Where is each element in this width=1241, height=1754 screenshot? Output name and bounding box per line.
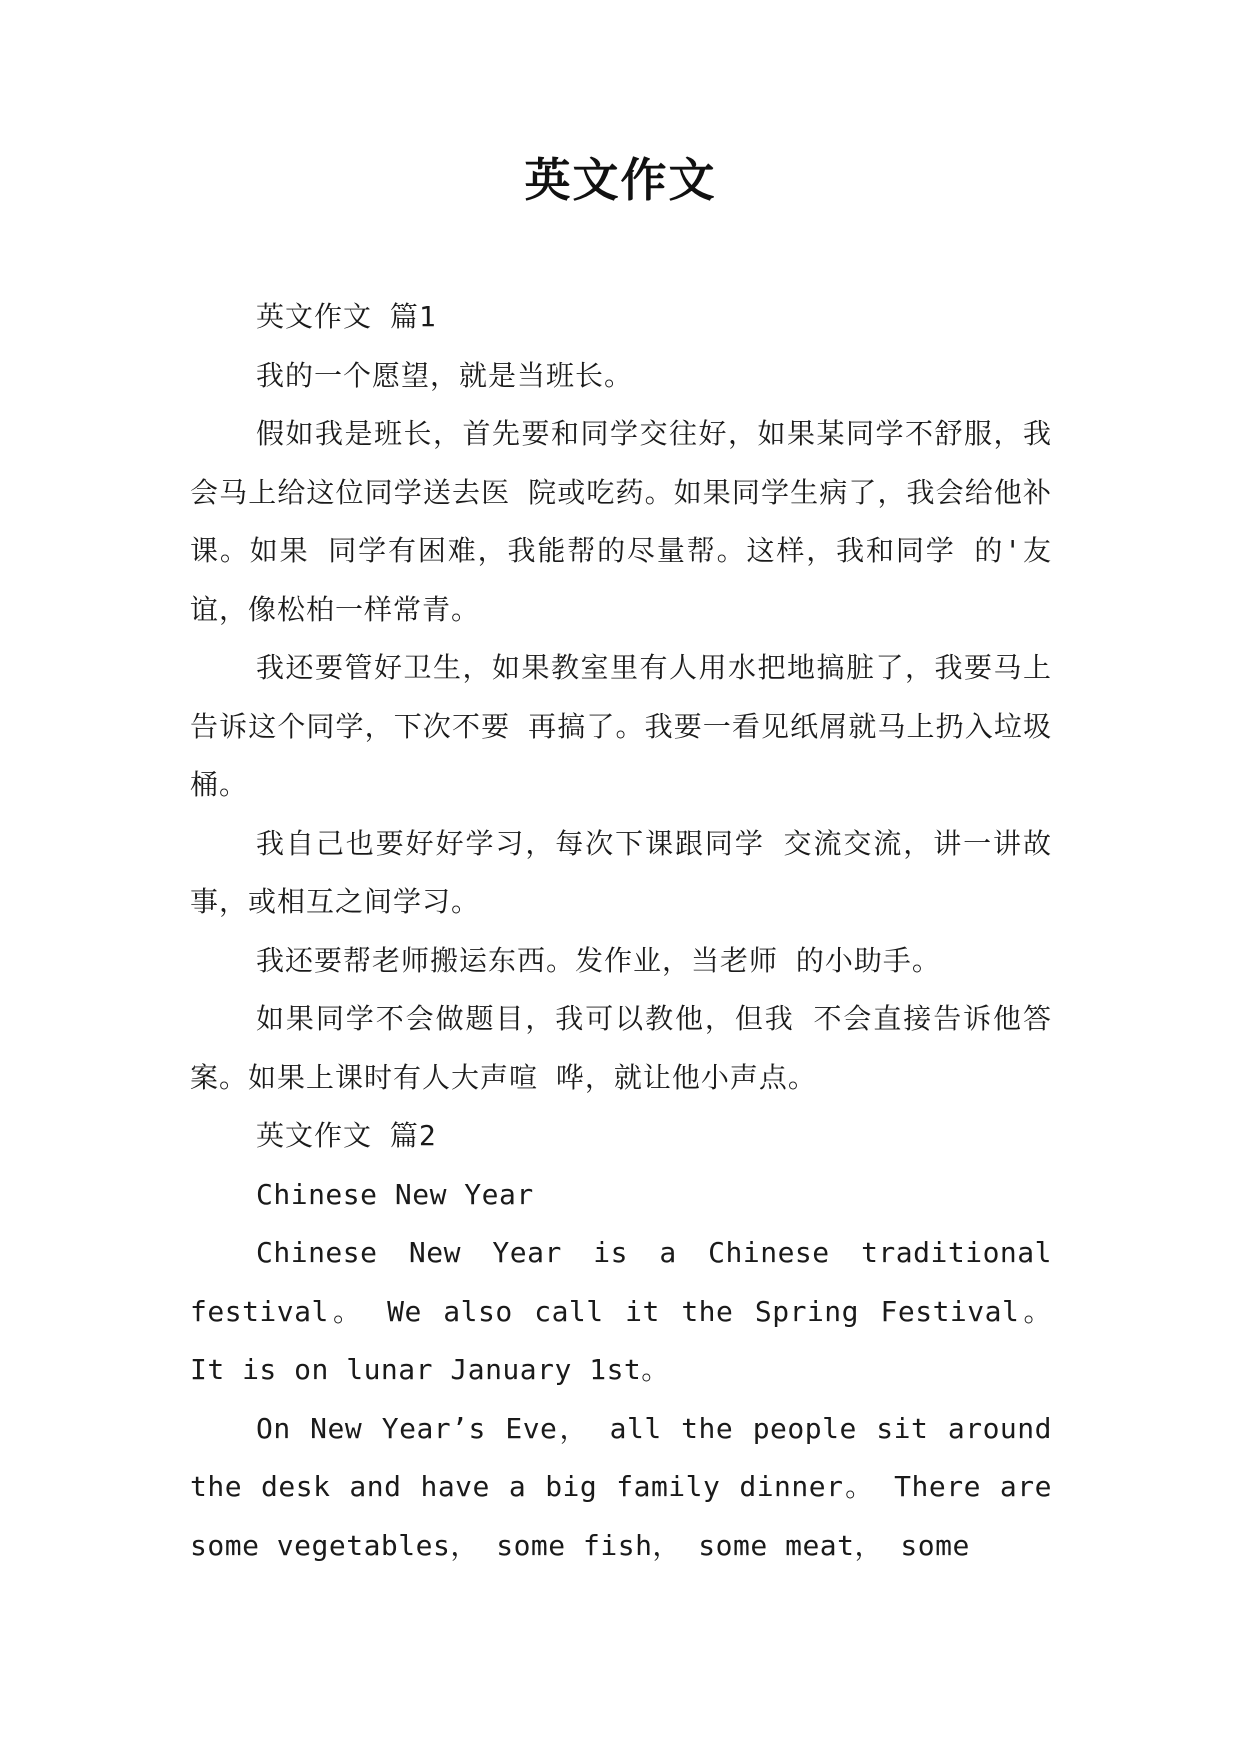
paragraph: 我还要帮老师搬运东西。发作业，当老师 的小助手。 <box>256 943 941 977</box>
english-paragraph: Chinese New Year is a Chinese traditional festival。 We also call it the Spring Festival。 It is on lunar January 1st。 <box>190 1236 1052 1386</box>
english-paragraph: On New Year’s Eve， all the people sit around the desk and have a big family dinner。 There are some vegetables， some fish， some meat， some <box>190 1411 1052 1562</box>
section-heading: 英文作文 篇2 <box>256 1119 437 1152</box>
document-title: 英文作文 <box>524 153 717 207</box>
document-body <box>190 288 1052 1575</box>
paragraph: 如果同学不会做题目，我可以教他，但我 不会直接告诉他答案。如果上课时有人大声喧 哗，就让他小声点。 <box>190 1002 1052 1094</box>
paragraph: 我的一个愿望，就是当班长。 <box>256 358 634 392</box>
paragraph: 我自己也要好好学习，每次下课跟同学 交流交流，讲一讲故事，或相互之间学习。 <box>190 826 1052 918</box>
english-subtitle: Chinese New Year <box>256 1177 534 1211</box>
section-heading: 英文作文 篇1 <box>256 300 437 333</box>
paragraph: 假如我是班长，首先要和同学交往好，如果某同学不舒服，我会马上给这位同学送去医 院或吃药。如果同学生病了，我会给他补课。如果 同学有困难，我能帮的尽量帮。这样，我和同学 的'友谊，像松柏一样常青。 <box>190 417 1052 626</box>
paragraph: 我还要管好卫生，如果教室里有人用水把地搞脏了，我要马上告诉这个同学，下次不要 再搞了。我要一看见纸屑就马上扔入垃圾桶。 <box>190 651 1052 801</box>
